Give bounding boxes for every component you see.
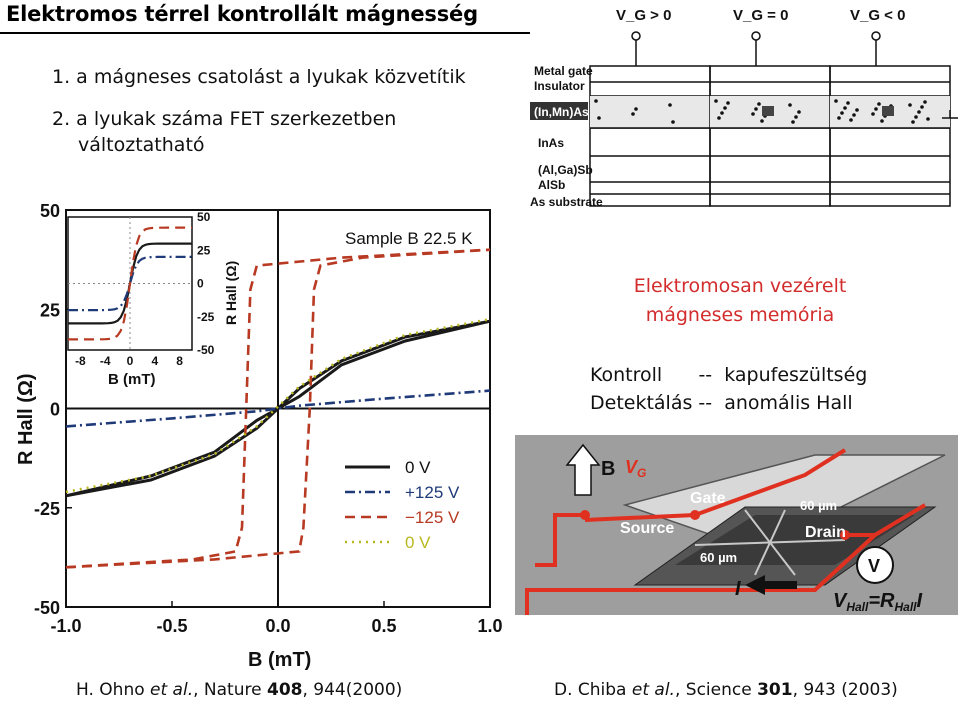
vg-label-negative: V_G < 0 xyxy=(850,7,906,24)
legend-label: 0 V xyxy=(405,533,431,552)
hole-dot xyxy=(760,119,764,123)
drain-label: Drain xyxy=(805,524,846,541)
legend-label: 0 V xyxy=(405,458,431,477)
slide-title: Elektromos térrel kontrollált mágnesség xyxy=(6,2,478,26)
hole-dot xyxy=(834,99,838,103)
inset-x-tick-label: 4 xyxy=(151,354,159,368)
hole-dot xyxy=(874,107,878,111)
hole-dot xyxy=(837,116,841,120)
x-tick-label: 1.0 xyxy=(477,616,503,636)
hole-dot xyxy=(880,119,884,123)
y-tick-label: 0 xyxy=(49,399,60,420)
chart-annotation: Sample B 22.5 K xyxy=(345,229,473,248)
x-tick-label: -1.0 xyxy=(50,616,82,636)
control-line: Kontroll -- kapufeszültség xyxy=(590,364,868,386)
svg-text:AlSb: AlSb xyxy=(538,178,566,192)
chart-ylabel: R Hall (Ω) xyxy=(15,373,37,465)
hole-dot xyxy=(849,118,853,122)
svg-text:Insulator: Insulator xyxy=(534,79,585,93)
bullet-1: 1. a mágneses csatolást a lyukak közvetítik xyxy=(52,66,466,88)
hole-dot xyxy=(855,108,859,112)
gate-label: Gate xyxy=(690,490,726,507)
hall-resistance-chart xyxy=(0,195,515,677)
y-tick-label: -50 xyxy=(33,598,60,618)
x-tick-label: 0.5 xyxy=(371,616,397,636)
inset-y-tick-label: 25 xyxy=(197,243,211,258)
memory-heading-line1: Elektromosan vezérelt xyxy=(633,275,847,297)
hole-dot xyxy=(757,102,761,106)
hole-dot xyxy=(877,102,881,106)
hole-dot xyxy=(911,120,915,124)
reference-ohno: H. Ohno et al., Nature 408, 944(2000) xyxy=(76,680,403,700)
y-tick-label: 50 xyxy=(39,201,60,221)
detection-line: Detektálás -- anomális Hall xyxy=(590,392,853,414)
legend-label: +125 V xyxy=(405,483,460,502)
vg-label-zero: V_G = 0 xyxy=(733,7,789,24)
hole-dot xyxy=(926,117,930,121)
hole-dot xyxy=(671,120,675,124)
hole-dot xyxy=(791,120,795,124)
hole-dot xyxy=(840,111,844,115)
source-label: Source xyxy=(620,520,675,537)
hole-dot xyxy=(714,99,718,103)
chart-xlabel: B (mT) xyxy=(248,649,312,671)
hole-dot xyxy=(843,106,847,110)
bullet-2-continued: változtatható xyxy=(78,134,205,156)
hole-dot xyxy=(788,103,792,107)
hole-dot xyxy=(594,99,598,103)
magnetization-icon xyxy=(762,106,774,116)
hole-dot xyxy=(917,110,921,114)
inset-x-tick-label: -4 xyxy=(99,354,111,368)
hole-dot xyxy=(871,112,875,116)
svg-text:InAs: InAs xyxy=(538,136,565,150)
hole-dot xyxy=(668,103,672,107)
voltmeter-label: V xyxy=(868,556,881,576)
inset-x-tick-label: 0 xyxy=(126,354,134,368)
hole-dot xyxy=(751,112,755,116)
hall-device-figure xyxy=(515,435,958,615)
hole-dot xyxy=(794,115,798,119)
reference-chiba: D. Chiba et al., Science 301, 943 (2003) xyxy=(554,680,898,700)
inset-x-tick-label: 8 xyxy=(176,354,183,368)
hole-dot xyxy=(597,116,601,120)
fet-layer-structure-figure xyxy=(528,0,960,215)
hole-dot xyxy=(720,111,724,115)
hole-dot xyxy=(920,105,924,109)
hole-dot xyxy=(634,107,638,111)
memory-heading-line2: mágneses memória xyxy=(645,304,835,326)
svg-text:(In,Mn)As: (In,Mn)As xyxy=(534,105,589,119)
svg-text:Metal gate: Metal gate xyxy=(534,64,593,78)
inset-y-tick-label: 0 xyxy=(197,276,204,291)
vg-labels xyxy=(616,7,905,24)
x-tick-label: 0.0 xyxy=(265,616,291,636)
inset-y-tick-label: -25 xyxy=(197,309,215,324)
inset-y-tick-label: -50 xyxy=(197,343,215,357)
hall-formula: $V_{Hall}=R_{Hall}I$ xyxy=(833,590,923,614)
x-tick-label: -0.5 xyxy=(156,616,188,636)
dimension-label-1: 60 µm xyxy=(800,498,838,513)
bullet-2: 2. a lyukak száma FET szerkezetben xyxy=(52,108,397,130)
hole-dot xyxy=(723,106,727,110)
svg-text:As substrate: As substrate xyxy=(530,195,603,209)
dimension-label-2: 60 µm xyxy=(700,550,738,565)
title-underline xyxy=(0,32,530,34)
inset-ylabel: R Hall (Ω) xyxy=(223,260,239,325)
inset-x-tick-label: -8 xyxy=(75,354,86,368)
legend-label: −125 V xyxy=(405,508,460,527)
inset-xlabel: B (mT) xyxy=(108,371,156,388)
gate-voltage-label: $V_G$ xyxy=(625,457,647,480)
hole-dot xyxy=(923,100,927,104)
hole-dot xyxy=(908,103,912,107)
hole-dot xyxy=(797,110,801,114)
field-label: B xyxy=(601,458,616,480)
hole-dot xyxy=(726,101,730,105)
inset-y-tick-label: 50 xyxy=(197,210,211,224)
y-tick-label: -25 xyxy=(33,498,60,519)
hole-dot xyxy=(914,115,918,119)
magnetization-icon xyxy=(882,106,894,116)
hole-dot xyxy=(846,101,850,105)
svg-text:(Al,Ga)Sb: (Al,Ga)Sb xyxy=(538,163,593,177)
y-tick-label: 25 xyxy=(39,300,60,321)
hole-dot xyxy=(754,107,758,111)
current-label: I xyxy=(735,578,741,600)
hole-dot xyxy=(631,112,635,116)
hole-dot xyxy=(852,113,856,117)
vg-label-positive: V_G > 0 xyxy=(616,7,672,24)
hole-dot xyxy=(717,116,721,120)
